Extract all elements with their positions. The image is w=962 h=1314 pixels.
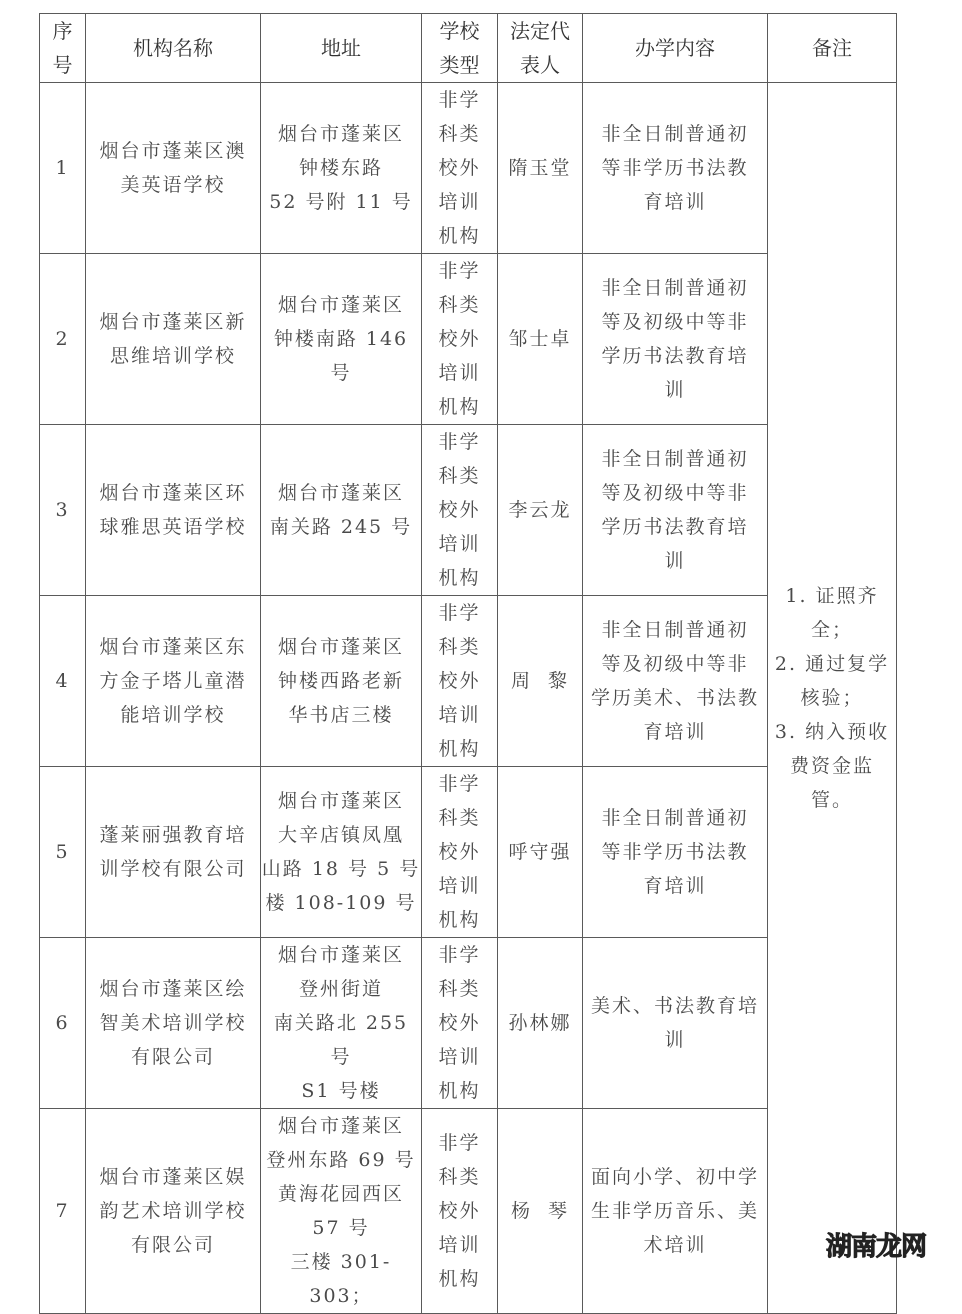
org-name-line: 智美术培训学校 xyxy=(99,1012,247,1034)
cell-content xyxy=(583,596,768,767)
content-line: 等及初级中等非 xyxy=(601,311,749,333)
school-type-line: 培训 xyxy=(438,1234,481,1256)
cell-legal-rep: 杨 琴 xyxy=(498,1109,583,1314)
org-name-line: 韵艺术培训学校 xyxy=(99,1200,247,1222)
cell-address xyxy=(261,596,422,767)
cell-seq: 2 xyxy=(40,254,86,425)
address-line: 大辛店镇凤凰 xyxy=(277,824,404,846)
cell-school-type xyxy=(422,425,498,596)
content-line: 美术、书法教育培 xyxy=(590,995,759,1017)
cell-org-name xyxy=(86,596,261,767)
org-name-line: 思维培训学校 xyxy=(109,345,236,367)
address-line: 烟台市蓬莱区 xyxy=(277,790,404,812)
content-line: 训 xyxy=(664,379,686,401)
content-line: 等及初级中等非 xyxy=(601,482,749,504)
address-line: 烟台市蓬莱区 xyxy=(277,944,404,966)
school-type-line: 科类 xyxy=(438,636,481,658)
org-name-line: 能培训学校 xyxy=(120,704,226,726)
org-name-line: 蓬莱丽强教育培 xyxy=(99,824,247,846)
cell-org-name xyxy=(86,1109,261,1314)
school-type-line: 非学 xyxy=(438,773,481,795)
address-line: 登州街道 xyxy=(298,978,383,1000)
header-type-line: 学校 xyxy=(439,19,480,43)
cell-address xyxy=(261,254,422,425)
cell-legal-rep: 隋玉堂 xyxy=(498,83,583,254)
school-type-line: 校外 xyxy=(438,1012,481,1034)
address-line: 三楼 301-303； xyxy=(290,1251,392,1307)
header-type-line: 类型 xyxy=(439,53,480,77)
cell-seq: 3 xyxy=(40,425,86,596)
content-line: 学历美术、书法教 xyxy=(590,687,759,709)
cell-legal-rep: 李云龙 xyxy=(498,425,583,596)
school-type-line: 校外 xyxy=(438,1200,481,1222)
cell-legal-rep: 孙林娜 xyxy=(498,938,583,1109)
school-type-line: 非学 xyxy=(438,89,481,111)
org-name-line: 方金子塔儿童潜 xyxy=(99,670,247,692)
school-type-line: 科类 xyxy=(438,294,481,316)
header-remark: 备注 xyxy=(768,14,897,83)
address-line: 57 号 xyxy=(312,1217,370,1239)
content-line: 非全日制普通初 xyxy=(601,448,749,470)
remark-line: 1. 证照齐 xyxy=(785,585,879,607)
org-name-line: 有限公司 xyxy=(130,1046,215,1068)
cell-legal-rep: 邹士卓 xyxy=(498,254,583,425)
content-line: 训 xyxy=(664,550,686,572)
address-line: 烟台市蓬莱区 xyxy=(277,123,404,145)
content-line: 等非学历书法教 xyxy=(601,841,749,863)
school-type-line: 机构 xyxy=(438,738,481,760)
school-type-line: 培训 xyxy=(438,1046,481,1068)
header-rep xyxy=(498,14,583,83)
org-name-line: 球雅思英语学校 xyxy=(99,516,247,538)
remark-line: 管。 xyxy=(810,789,853,811)
header-seq xyxy=(40,14,86,83)
org-name-line: 烟台市蓬莱区环 xyxy=(99,482,247,504)
address-line: 华书店三楼 xyxy=(288,704,394,726)
cell-content xyxy=(583,425,768,596)
address-line: 钟楼西路老新 xyxy=(277,670,404,692)
org-name-line: 烟台市蓬莱区娱 xyxy=(99,1166,247,1188)
school-type-line: 科类 xyxy=(438,1166,481,1188)
header-address: 地址 xyxy=(261,14,422,83)
content-line: 非全日制普通初 xyxy=(601,619,749,641)
cell-content xyxy=(583,767,768,938)
cell-seq: 7 xyxy=(40,1109,86,1314)
address-line: 烟台市蓬莱区 xyxy=(277,482,404,504)
school-type-line: 机构 xyxy=(438,567,481,589)
header-name: 机构名称 xyxy=(86,14,261,83)
header-rep-line: 法定代 xyxy=(510,19,570,43)
org-name-line: 烟台市蓬莱区澳 xyxy=(99,140,247,162)
school-type-line: 校外 xyxy=(438,841,481,863)
address-line: S1 号楼 xyxy=(301,1080,381,1102)
watermark-logo xyxy=(826,1226,926,1263)
remark-line: 全； xyxy=(810,619,853,641)
school-type-line: 非学 xyxy=(438,1132,481,1154)
org-name-line: 烟台市蓬莱区新 xyxy=(99,311,247,333)
school-type-line: 非学 xyxy=(438,260,481,282)
cell-school-type xyxy=(422,938,498,1109)
school-type-line: 校外 xyxy=(438,670,481,692)
cell-seq: 4 xyxy=(40,596,86,767)
school-type-line: 机构 xyxy=(438,225,481,247)
registry-table xyxy=(39,13,897,1314)
school-type-line: 机构 xyxy=(438,396,481,418)
cell-school-type xyxy=(422,83,498,254)
content-line: 非全日制普通初 xyxy=(601,277,749,299)
address-line: 钟楼南路 146 号 xyxy=(273,328,409,384)
header-row xyxy=(40,14,897,83)
watermark-part2: 龙网 xyxy=(876,1232,927,1262)
cell-address xyxy=(261,767,422,938)
cell-seq: 6 xyxy=(40,938,86,1109)
content-line: 等非学历书法教 xyxy=(601,157,749,179)
cell-content xyxy=(583,83,768,254)
school-type-line: 培训 xyxy=(438,191,481,213)
cell-seq: 1 xyxy=(40,83,86,254)
watermark-part1: 湖南 xyxy=(826,1232,877,1262)
content-line: 育培训 xyxy=(643,875,707,897)
address-line: 钟楼东路 xyxy=(298,157,383,179)
content-line: 学历书法教育培 xyxy=(601,516,749,538)
school-type-line: 校外 xyxy=(438,328,481,350)
school-type-line: 科类 xyxy=(438,465,481,487)
cell-school-type xyxy=(422,1109,498,1314)
table-row xyxy=(40,83,897,254)
address-line: 南关路北 255 号 xyxy=(273,1012,409,1068)
cell-address xyxy=(261,1109,422,1314)
cell-seq: 5 xyxy=(40,767,86,938)
content-line: 非全日制普通初 xyxy=(601,123,749,145)
org-name-line: 烟台市蓬莱区东 xyxy=(99,636,247,658)
school-type-line: 非学 xyxy=(438,431,481,453)
remark-line: 费资金监 xyxy=(789,755,874,777)
org-name-line: 有限公司 xyxy=(130,1234,215,1256)
cell-school-type xyxy=(422,767,498,938)
header-seq-line: 序 xyxy=(52,19,73,43)
remark-line: 2. 通过复学 xyxy=(774,653,890,675)
cell-org-name xyxy=(86,938,261,1109)
cell-org-name xyxy=(86,83,261,254)
address-line: 黄海花园西区 xyxy=(277,1183,404,1205)
remark-line: 3. 纳入预收 xyxy=(774,721,890,743)
content-line: 育培训 xyxy=(643,721,707,743)
cell-content xyxy=(583,254,768,425)
content-line: 等及初级中等非 xyxy=(601,653,749,675)
cell-school-type xyxy=(422,254,498,425)
cell-legal-rep: 周 黎 xyxy=(498,596,583,767)
header-seq-line: 号 xyxy=(52,53,73,77)
cell-content xyxy=(583,1109,768,1314)
cell-address xyxy=(261,938,422,1109)
address-line: 南关路 245 号 xyxy=(269,516,413,538)
content-line: 生非学历音乐、美 xyxy=(590,1200,759,1222)
cell-school-type xyxy=(422,596,498,767)
school-type-line: 科类 xyxy=(438,123,481,145)
cell-address xyxy=(261,425,422,596)
remark-line: 核验； xyxy=(800,687,864,709)
school-type-line: 机构 xyxy=(438,1268,481,1290)
address-line: 烟台市蓬莱区 xyxy=(277,294,404,316)
header-rep-line: 表人 xyxy=(520,53,560,77)
address-line: 楼 108-109 号 xyxy=(265,892,417,914)
content-line: 训 xyxy=(664,1029,686,1051)
school-type-line: 培训 xyxy=(438,875,481,897)
org-name-line: 训学校有限公司 xyxy=(99,858,247,880)
header-content: 办学内容 xyxy=(583,14,768,83)
school-type-line: 培训 xyxy=(438,362,481,384)
address-line: 52 号附 11 号 xyxy=(269,191,413,213)
content-line: 育培训 xyxy=(643,191,707,213)
school-type-line: 非学 xyxy=(438,944,481,966)
school-type-line: 科类 xyxy=(438,807,481,829)
cell-address xyxy=(261,83,422,254)
cell-org-name xyxy=(86,254,261,425)
content-line: 面向小学、初中学 xyxy=(590,1166,759,1188)
school-type-line: 培训 xyxy=(438,533,481,555)
content-line: 术培训 xyxy=(643,1234,707,1256)
school-type-line: 科类 xyxy=(438,978,481,1000)
cell-content xyxy=(583,938,768,1109)
header-type xyxy=(422,14,498,83)
content-line: 非全日制普通初 xyxy=(601,807,749,829)
address-line: 登州东路 69 号 xyxy=(266,1149,416,1171)
school-type-line: 培训 xyxy=(438,704,481,726)
school-type-line: 校外 xyxy=(438,157,481,179)
org-name-line: 美英语学校 xyxy=(120,174,226,196)
content-line: 学历书法教育培 xyxy=(601,345,749,367)
address-line: 烟台市蓬莱区 xyxy=(277,636,404,658)
address-line: 山路 18 号 5 号 xyxy=(261,858,421,880)
cell-org-name xyxy=(86,425,261,596)
org-name-line: 烟台市蓬莱区绘 xyxy=(99,978,247,1000)
school-type-line: 校外 xyxy=(438,499,481,521)
cell-org-name xyxy=(86,767,261,938)
cell-remark xyxy=(768,83,897,1314)
school-type-line: 机构 xyxy=(438,1080,481,1102)
address-line: 烟台市蓬莱区 xyxy=(277,1115,404,1137)
school-type-line: 非学 xyxy=(438,602,481,624)
cell-legal-rep: 呼守强 xyxy=(498,767,583,938)
school-type-line: 机构 xyxy=(438,909,481,931)
